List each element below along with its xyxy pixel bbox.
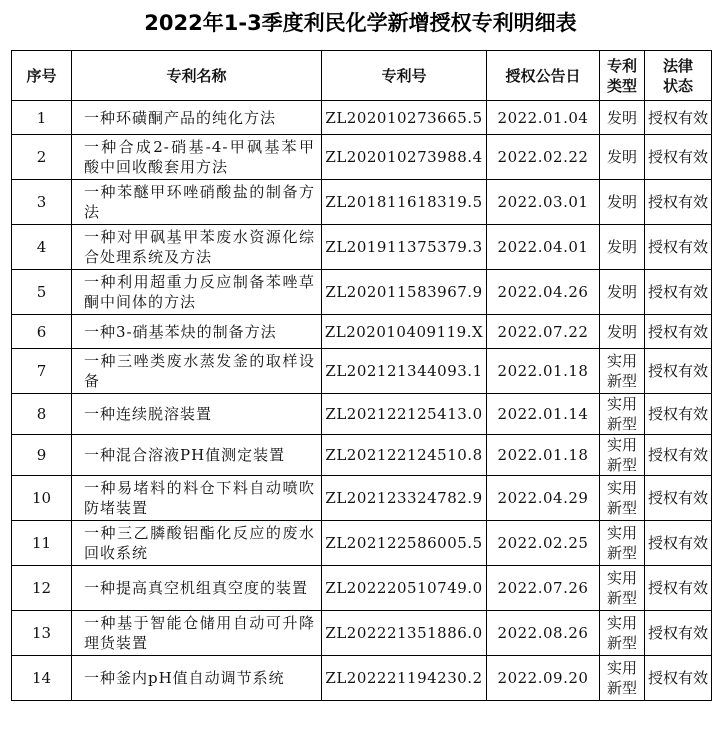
cell-status: 授权有效 <box>645 435 712 476</box>
table-row <box>12 315 712 349</box>
cell-type: 发明 <box>600 315 645 349</box>
table-row <box>12 270 712 315</box>
cell-status: 授权有效 <box>645 476 712 521</box>
cell-status: 授权有效 <box>645 180 712 225</box>
table-header-row <box>12 51 712 101</box>
cell-date: 2022.01.14 <box>487 394 600 435</box>
cell-name: 一种环磺酮产品的纯化方法 <box>72 101 322 135</box>
header-seq: 序号 <box>12 51 72 101</box>
cell-type: 实用新型 <box>600 656 645 701</box>
table-row <box>12 566 712 611</box>
cell-date: 2022.07.26 <box>487 566 600 611</box>
cell-status: 授权有效 <box>645 315 712 349</box>
cell-number: ZL202010273988.4 <box>322 135 487 180</box>
cell-status: 授权有效 <box>645 394 712 435</box>
cell-number: ZL202221351886.0 <box>322 611 487 656</box>
cell-date: 2022.09.20 <box>487 656 600 701</box>
cell-name: 一种易堵料的料仓下料自动喷吹防堵装置 <box>72 476 322 521</box>
cell-name: 一种合成2-硝基-4-甲砜基苯甲酸中回收酸套用方法 <box>72 135 322 180</box>
cell-number: ZL202010409119.X <box>322 315 487 349</box>
cell-name: 一种釜内pH值自动调节系统 <box>72 656 322 701</box>
cell-type: 实用新型 <box>600 566 645 611</box>
cell-name: 一种利用超重力反应制备苯唑草酮中间体的方法 <box>72 270 322 315</box>
cell-type: 实用新型 <box>600 521 645 566</box>
cell-type: 实用新型 <box>600 476 645 521</box>
cell-status: 授权有效 <box>645 521 712 566</box>
table-row <box>12 101 712 135</box>
cell-date: 2022.01.18 <box>487 349 600 394</box>
cell-number: ZL202122124510.8 <box>322 435 487 476</box>
table-row <box>12 394 712 435</box>
cell-seq: 9 <box>12 435 72 476</box>
cell-name: 一种对甲砜基甲苯废水资源化综合处理系统及方法 <box>72 225 322 270</box>
cell-status: 授权有效 <box>645 349 712 394</box>
cell-seq: 11 <box>12 521 72 566</box>
cell-seq: 13 <box>12 611 72 656</box>
cell-number: ZL201811618319.5 <box>322 180 487 225</box>
cell-date: 2022.03.01 <box>487 180 600 225</box>
cell-number: ZL202221194230.2 <box>322 656 487 701</box>
cell-type: 发明 <box>600 225 645 270</box>
cell-name: 一种三唑类废水蒸发釜的取样设备 <box>72 349 322 394</box>
cell-name: 一种基于智能仓储用自动可升降理货装置 <box>72 611 322 656</box>
cell-type: 实用新型 <box>600 394 645 435</box>
cell-seq: 8 <box>12 394 72 435</box>
cell-seq: 2 <box>12 135 72 180</box>
table-row <box>12 476 712 521</box>
cell-seq: 12 <box>12 566 72 611</box>
cell-seq: 4 <box>12 225 72 270</box>
table-row <box>12 225 712 270</box>
cell-status: 授权有效 <box>645 135 712 180</box>
cell-seq: 10 <box>12 476 72 521</box>
cell-date: 2022.02.22 <box>487 135 600 180</box>
cell-number: ZL202010273665.5 <box>322 101 487 135</box>
cell-type: 发明 <box>600 180 645 225</box>
cell-number: ZL202123324782.9 <box>322 476 487 521</box>
cell-type: 发明 <box>600 101 645 135</box>
cell-seq: 5 <box>12 270 72 315</box>
cell-number: ZL202122586005.5 <box>322 521 487 566</box>
table-row <box>12 349 712 394</box>
cell-name: 一种连续脱溶装置 <box>72 394 322 435</box>
header-status: 法律状态 <box>645 51 712 101</box>
cell-status: 授权有效 <box>645 225 712 270</box>
cell-number: ZL202121344093.1 <box>322 349 487 394</box>
cell-date: 2022.04.01 <box>487 225 600 270</box>
cell-name: 一种3-硝基苯炔的制备方法 <box>72 315 322 349</box>
cell-type: 实用新型 <box>600 611 645 656</box>
cell-seq: 6 <box>12 315 72 349</box>
cell-number: ZL201911375379.3 <box>322 225 487 270</box>
cell-type: 发明 <box>600 270 645 315</box>
cell-seq: 7 <box>12 349 72 394</box>
cell-name: 一种混合溶液PH值测定装置 <box>72 435 322 476</box>
cell-date: 2022.01.04 <box>487 101 600 135</box>
cell-seq: 3 <box>12 180 72 225</box>
table-row <box>12 135 712 180</box>
page-title: 2022年1-3季度利民化学新增授权专利明细表 <box>144 11 577 35</box>
cell-type: 实用新型 <box>600 435 645 476</box>
cell-number: ZL202220510749.0 <box>322 566 487 611</box>
cell-type: 实用新型 <box>600 349 645 394</box>
table-row <box>12 435 712 476</box>
cell-seq: 1 <box>12 101 72 135</box>
table-row <box>12 611 712 656</box>
cell-type: 发明 <box>600 135 645 180</box>
cell-status: 授权有效 <box>645 656 712 701</box>
patent-table <box>11 50 712 701</box>
header-type: 专利类型 <box>600 51 645 101</box>
cell-date: 2022.07.22 <box>487 315 600 349</box>
cell-date: 2022.08.26 <box>487 611 600 656</box>
cell-status: 授权有效 <box>645 101 712 135</box>
cell-seq: 14 <box>12 656 72 701</box>
cell-number: ZL202122125413.0 <box>322 394 487 435</box>
header-date: 授权公告日 <box>487 51 600 101</box>
cell-status: 授权有效 <box>645 566 712 611</box>
cell-name: 一种苯醚甲环唑硝酸盐的制备方法 <box>72 180 322 225</box>
cell-date: 2022.02.25 <box>487 521 600 566</box>
cell-date: 2022.01.18 <box>487 435 600 476</box>
cell-date: 2022.04.26 <box>487 270 600 315</box>
table-row <box>12 180 712 225</box>
header-name: 专利名称 <box>72 51 322 101</box>
cell-status: 授权有效 <box>645 611 712 656</box>
cell-number: ZL202011583967.9 <box>322 270 487 315</box>
cell-name: 一种提高真空机组真空度的装置 <box>72 566 322 611</box>
table-row <box>12 656 712 701</box>
cell-status: 授权有效 <box>645 270 712 315</box>
cell-name: 一种三乙膦酸铝酯化反应的废水回收系统 <box>72 521 322 566</box>
table-row <box>12 521 712 566</box>
cell-date: 2022.04.29 <box>487 476 600 521</box>
header-number: 专利号 <box>322 51 487 101</box>
